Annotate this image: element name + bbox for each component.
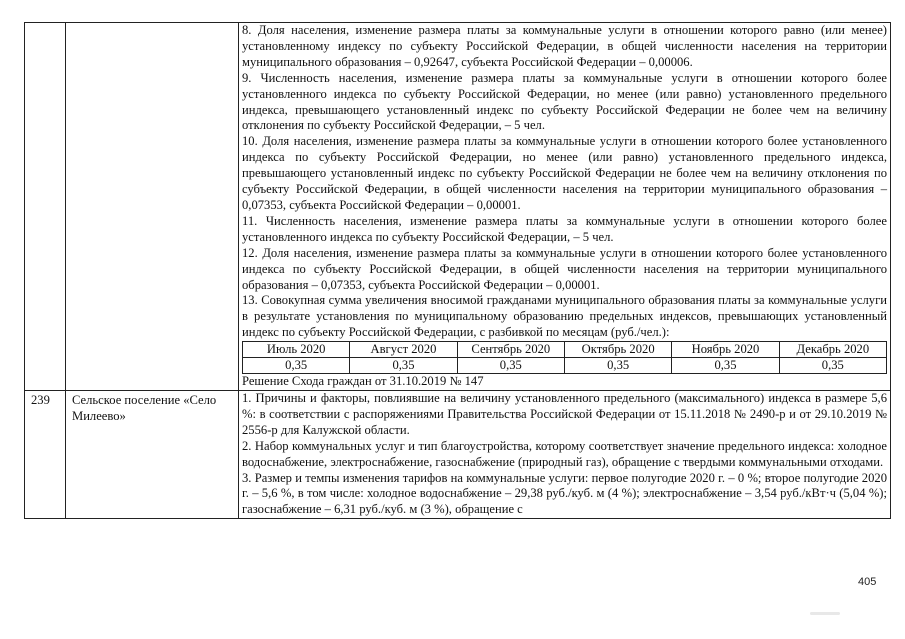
months-header-row <box>243 342 887 358</box>
scan-mark <box>810 612 840 615</box>
number-cell-empty <box>25 23 66 391</box>
value-cell: 0,35 <box>243 358 350 374</box>
content-cell <box>239 23 891 391</box>
paragraph-1: 1. Причины и факторы, повлиявшие на величину установленного предельного (максимального) индекса в размере 5,6 %: в соответствии с распоряжениями Правительства Российской Федерации от 15.11.2018 № 2490-р и от 29.10.2019 № 2556-р для Калужской области. <box>242 391 887 437</box>
value-cell: 0,35 <box>457 358 564 374</box>
month-cell: Ноябрь 2020 <box>672 342 779 358</box>
name-cell-empty <box>66 23 239 391</box>
month-cell: Август 2020 <box>350 342 457 358</box>
municipality-name: Сельское поселение «Село Милеево» <box>66 391 239 519</box>
paragraph-13: 13. Совокупная сумма увеличения вносимой гражданами муниципального образования платы за коммунальные услуги в результате установления по муниципальному образованию предельных индексов, превышающих установленный индекс по субъекту Российской Федерации, с разбивкой по месяцам (руб./чел.): <box>242 293 887 340</box>
paragraph-11: 11. Численность населения, изменение размера платы за коммунальные услуги в отношении которого более установленного индекса по субъекту Российской Федерации, – 5 чел. <box>242 213 887 244</box>
document-table <box>24 22 891 519</box>
value-cell: 0,35 <box>350 358 457 374</box>
month-cell: Сентябрь 2020 <box>457 342 564 358</box>
decision-reference: Решение Схода граждан от 31.10.2019 № 147 <box>242 374 484 389</box>
value-cell: 0,35 <box>779 358 886 374</box>
table-row-239 <box>25 391 891 519</box>
month-cell: Июль 2020 <box>243 342 350 358</box>
paragraph-9: 9. Численность населения, изменение размера платы за коммунальные услуги в отношении которого более установленного индекса по субъекту Российской Федерации, но менее (или равно) установленного предельного индекса, превышающего установленный индекс по субъекту Российской Федерации не более чем на величину отклонения по субъекту Российской Федерации, – 5 чел. <box>242 70 887 133</box>
paragraph-3: 3. Размер и темпы изменения тарифов на коммунальные услуги: первое полугодие 2020 г. – 0 %; второе полугодие 2020 г. – 5,6 %, в том числе: холодное водоснабжение – 29,38 руб./куб. м (4 %); электроснабжение – 3,54 руб./кВт·ч (5,04 %); газоснабжение – 6,31 руб./куб. м (3 %), обращение с <box>242 470 887 517</box>
paragraph-8: 8. Доля населения, изменение размера платы за коммунальные услуги в отношении которого равно (или менее) установленному индексу по субъекту Российской Федерации, в общей численности населения на территории муниципального образования – 0,92647, субъекта Российской Федерации – 0,00006. <box>242 23 887 69</box>
table-row-previous-entry <box>25 23 891 391</box>
value-cell: 0,35 <box>672 358 779 374</box>
paragraph-12: 12. Доля населения, изменение размера платы за коммунальные услуги в отношении которого более установленного индекса по субъекту Российской Федерации, в общей численности населения на территории муниципального образования – 0,07353, субъекта Российской Федерации – 0,00001. <box>242 245 887 292</box>
month-cell: Октябрь 2020 <box>564 342 671 358</box>
content-cell <box>239 391 891 519</box>
value-cell: 0,35 <box>564 358 671 374</box>
month-cell: Декабрь 2020 <box>779 342 886 358</box>
page-number: 405 <box>858 576 877 588</box>
paragraph-2: 2. Набор коммунальных услуг и тип благоустройства, которому соответствует значение предельного индекса: холодное водоснабжение, электроснабжение, газоснабжение (природный газ), обращение с твердыми коммунальными отходами. <box>242 438 887 469</box>
row-number: 239 <box>25 391 66 519</box>
paragraph-10: 10. Доля населения, изменение размера платы за коммунальные услуги в отношении которого более установленного индекса по субъекту Российской Федерации, но менее (или равно) установленного предельного индекса, превышающего установленный индекс по субъекту Российской Федерации не более чем на величину отклонения по субъекту Российской Федерации, в общей численности населения на территории муниципального образования – 0,07353, субъекта Российской Федерации – 0,00001. <box>242 134 887 212</box>
values-row <box>243 358 887 374</box>
monthly-amounts-table <box>242 341 887 374</box>
